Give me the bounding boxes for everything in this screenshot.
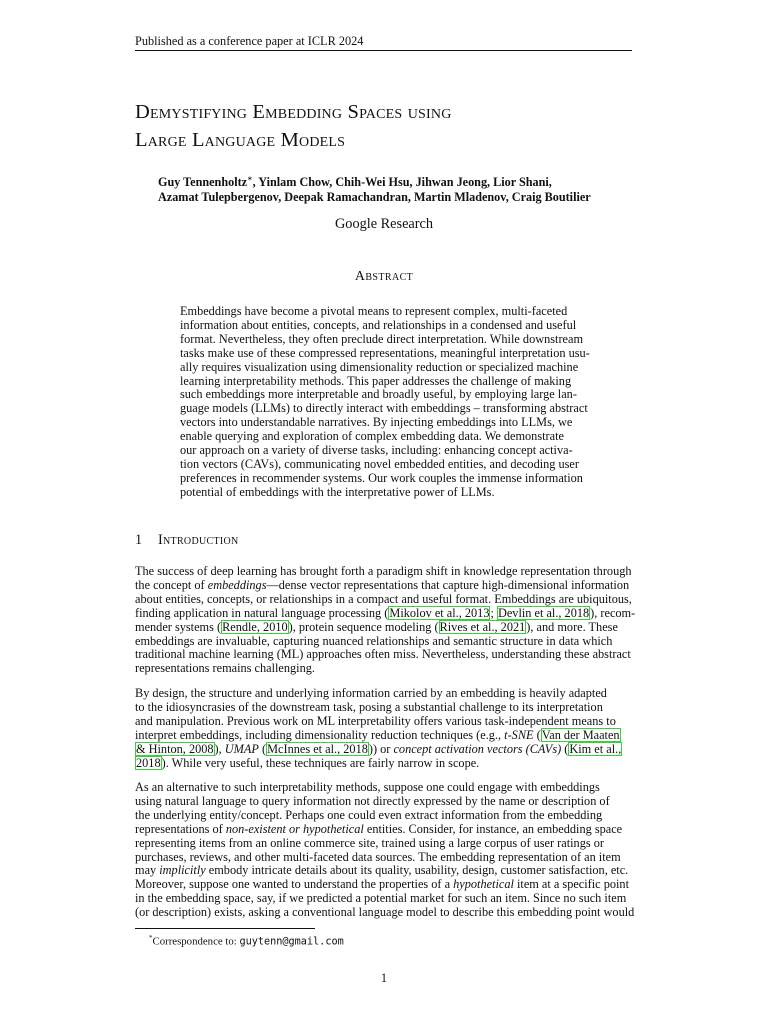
abstract-line: our approach on a variety of diverse tasks, including: enhancing concept activa- [180,443,573,458]
citation-link[interactable]: McInnes et al., 2018 [267,741,368,756]
citation-link[interactable]: Kim et al., [569,741,622,756]
text-line: traditional machine learning (ML) approaches often miss. Nevertheless, understanding these abstract [135,647,631,662]
text-line: The success of deep learning has brought forth a paradigm shift in knowledge representation through [135,564,632,578]
text-line: representations remains challenging. [135,661,315,676]
abstract-line: information about entities, concepts, and relationships in a condensed and useful [180,317,577,332]
text-line: embeddings are invaluable, capturing nuanced relationships and semantic structure in data which [135,633,613,648]
abstract-line: enable querying and exploration of complex embedding data. We demonstrate [180,429,564,444]
citation-link[interactable]: Rendle, 2010 [222,619,288,634]
text-line: to the idiosyncrasies of the downstream task, posing a substantial challenge to its interpretation [135,699,603,714]
author-list [158,175,591,205]
text-line: the concept of embeddings—dense vector representations that capture high-dimensional information [135,577,630,592]
abstract-line: preferences in recommender systems. Our work couples the immense information [180,470,583,485]
text-line: the underlying entity/concept. Perhaps one could even extract information from the embedding [135,807,603,822]
text-line: and manipulation. Previous work on ML interpretability offers various task-independent means to [135,713,616,728]
text-line: in the embedding space, say, if we predicted a potential market for such an item. Since no such item [135,891,627,906]
section-number: 1 [135,532,143,548]
header-rule [135,50,632,51]
intro-paragraph-3 [135,781,633,920]
abstract-line: tasks make use of these compressed representations, meaningful interpretation usu- [180,345,590,360]
abstract-line: ally requires visualization using dimensionality reduction or specialized machine [180,359,579,374]
paper-title [135,98,452,154]
abstract-line: learning interpretability methods. This paper addresses the challenge of making [180,373,572,388]
text-line: representing items from an online commerce site, trained using a large corpus of user ratings or [135,835,604,850]
citation-link[interactable]: Rives et al., 2021 [439,619,526,634]
text-line: finding application in natural language processing (Mikolov et al., 2013; Devlin et al., 2018), recom- [135,605,636,620]
footnote-email[interactable]: guytenn@gmail.com [239,936,344,948]
abstract-line: guage models (LLMs) to directly interact with embeddings – transforming abstract [180,401,588,416]
abstract-line: such embeddings more interpretable and broadly useful, by employing large lan- [180,387,577,402]
text-line: mender systems (Rendle, 2010), protein sequence modeling (Rives et al., 2021), and more. These [135,619,618,634]
text-line: using natural language to query information not directly expressed by the name or description of [135,793,610,808]
affiliation: Google Research [334,216,434,232]
abstract-line: format. Nevertheless, they often preclude direct interpretation. While downstream [180,331,584,346]
abstract-line: tion vectors (CAVs), communicating novel embedded entities, and decoding user [180,456,579,471]
citation-link[interactable]: 2018 [136,755,161,770]
text-line: Moreover, suppose one wanted to understand the properties of a hypothetical item at a specific point [135,877,629,892]
text-line: representations of non-existent or hypothetical entities. Consider, for instance, an embedding space [135,821,623,836]
text-line: As an alternative to such interpretability methods, suppose one could engage with embeddings [135,780,600,794]
citation-link[interactable]: & Hinton, 2008 [136,741,214,756]
abstract-line: vectors into understandable narratives. By injecting embeddings into LLMs, we [180,415,573,430]
running-header: Published as a conference paper at ICLR 2024 [135,34,364,48]
page-number: 1 [380,971,388,985]
citation-link[interactable]: Van der Maaten [541,727,620,742]
footnote [149,934,344,948]
author-line-1: Guy Tennenholtz∗, Yinlam Chow, Chih-Wei Hsu, Jihwan Jeong, Lior Shani, [158,173,552,189]
footnote-rule [135,928,315,929]
section-title: Introduction [158,532,239,548]
abstract-line: Embeddings have become a pivotal means to represent complex, multi-faceted [180,304,568,318]
text-line: purchases, reviews, and other multi-faceted data sources. The embedding representation of an item [135,849,621,864]
abstract-line: potential of embeddings with the interpretative power of LLMs. [180,484,495,499]
citation-link[interactable]: Mikolov et al., 2013 [389,605,490,620]
text-line: interpret embeddings, including dimensionality reduction techniques (e.g., t-SNE (Van der Maaten [135,727,620,742]
footnote-marker: ∗ [247,173,253,183]
text-line: about entities, concepts, or relationships in a compact and useful format. Embeddings are ubiquitous, [135,591,632,606]
title-line-1: Demystifying Embedding Spaces using [135,101,452,123]
text-line: (or description) exists, asking a conventional language model to describe this embedding point would [135,905,635,920]
footnote-mark: * [149,934,153,942]
title-line-2: Large Language Models [135,129,346,151]
abstract-body [180,305,589,500]
citation-link[interactable]: Devlin et al., 2018 [497,605,590,620]
text-line: 2018). While very useful, these techniques are fairly narrow in scope. [136,755,480,770]
intro-paragraph-1 [135,564,636,676]
author-line-2: Azamat Tulepbergenov, Deepak Ramachandran, Martin Mladenov, Craig Boutilier [158,190,591,204]
intro-paragraph-2 [135,687,633,770]
text-line: & Hinton, 2008), UMAP (McInnes et al., 2018)) or concept activation vectors (CAVs) (Kim et al., [136,741,622,756]
section-heading-introduction [135,532,239,549]
text-line: may implicitly embody intricate details about its quality, usability, design, customer satisfaction, etc. [135,863,629,878]
text-line: By design, the structure and underlying information carried by an embedding is heavily adapted [135,686,607,700]
footnote-text: Correspondence to: [152,935,240,948]
abstract-heading: Abstract [354,269,414,284]
